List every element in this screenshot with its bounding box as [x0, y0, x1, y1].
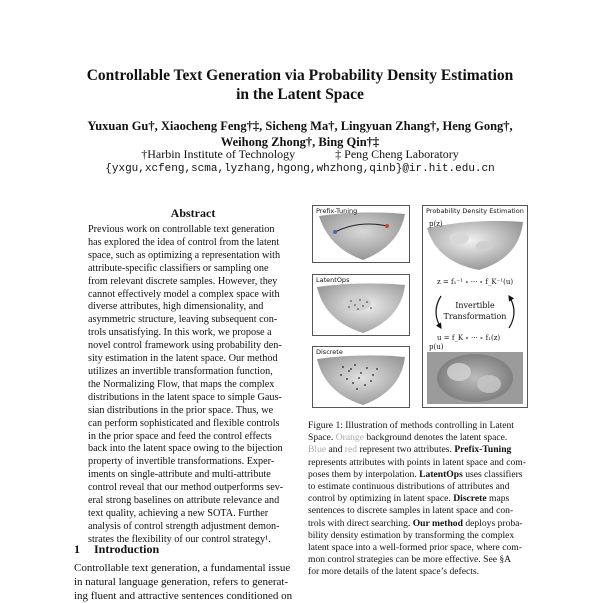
caption-line: for more details of the latent space’s defects. [308, 566, 480, 578]
transformation-label: Transformation [443, 312, 507, 321]
caption-term-latentops: LatentOps [419, 468, 463, 480]
introduction-body [74, 561, 300, 603]
abstract-heading: Abstract [170, 206, 216, 220]
caption-text: maps [489, 493, 510, 505]
section-heading-introduction [74, 542, 159, 557]
caption-term-our-method: Our method [412, 517, 463, 529]
latentops-latent-space [313, 275, 409, 335]
intro-line: in natural language generation, refers to generat- [74, 576, 289, 588]
panel-discrete [312, 346, 410, 408]
caption-line [308, 432, 536, 444]
p-u-label: p(u) [429, 343, 444, 351]
abstract-line: sian distributions in the prior space. Thus, we [88, 404, 274, 416]
inverse-equation: z = f₁⁻¹ ∘ ··· ∘ f_K⁻¹(u) [437, 278, 514, 286]
abstract-line: control reveal that our method outperforms sev- [88, 482, 284, 494]
caption-line [308, 444, 536, 456]
caption-text: uses classifiers [465, 468, 523, 480]
abstract-line: text quality, achieving a new SOTA. Further [88, 507, 269, 519]
abstract-line: distributions in the latent space to simple Gaus- [88, 391, 282, 403]
caption-term-prefix: Prefix-Tuning [454, 444, 512, 456]
affiliation-pcl: ‡ Peng Cheng Laboratory [335, 147, 459, 161]
attribute-cluster [449, 232, 469, 244]
panel-label-prefix: Prefix-Tuning [316, 207, 358, 215]
abstract-line: analysis of control strength adjustment demon- [88, 520, 280, 532]
panel-label-pde: Probability Density Estimation [426, 207, 524, 215]
caption-line: mon control strategies can be more effective. See §A [308, 554, 512, 566]
abstract-line: has explored the idea of control from the latent [88, 236, 280, 248]
abstract-line: asymmetric structure, leaving subsequent con- [88, 314, 278, 326]
caption-text: background denotes the latent space. [366, 432, 508, 444]
abstract-line: novel control framework using probability den- [88, 340, 282, 352]
caption-text: control by optimizing in latent space. [308, 493, 451, 505]
affiliation-hit: †Harbin Institute of Technology [141, 147, 296, 161]
abstract-line: iments on single-attribute and multi-attribute [88, 469, 271, 481]
caption-red-word: red [344, 444, 358, 456]
authors-line-2: Weihong Zhong†, Bing Qin†‡ [220, 135, 380, 149]
caption-line: represents attributes with points in latent space and com- [308, 456, 526, 468]
panel-probability-density-estimation [422, 205, 528, 408]
caption-line: latent space into a well-formed prior space, where com- [308, 542, 522, 554]
abstract-line: Previous work on controllable text generation [88, 224, 275, 235]
abstract-line: can perform sophisticated and flexible controls [88, 417, 280, 429]
caption-blue-word: Blue [308, 444, 327, 456]
up-arrow-icon [509, 296, 514, 328]
caption-line: to estimate continuous distributions of attributes and [308, 481, 510, 493]
pde-diagram [423, 206, 527, 407]
authors-line-1: Yuxuan Gu†, Xiaocheng Feng†‡, Sicheng Ma†, Lingyuan Zhang†, Heng Gong†, [87, 119, 513, 133]
caption-line: Figure 1: Illustration of methods controlling in Latent [308, 420, 514, 431]
invertible-label: Invertible [455, 301, 495, 310]
caption-text: Space. [308, 432, 334, 444]
latent-space-surface [427, 221, 523, 270]
intro-line: Controllable text generation, a fundamental issue [74, 562, 291, 574]
intro-line: ing fluent and attractive sentences conditioned on [74, 590, 293, 602]
gaussian-component [447, 363, 471, 381]
abstract-line: strates the flexibility of our control strategy¹. [88, 533, 271, 545]
abstract-body [88, 224, 302, 547]
section-title: Introduction [94, 542, 160, 556]
affiliations [0, 147, 600, 162]
title-line-2: in the Latent Space [236, 86, 364, 103]
figure-1-caption [308, 420, 536, 579]
abstract-line: back into the latent space owing to the bijection [88, 443, 283, 455]
abstract-line: cannot effectively model a complex space with [88, 288, 280, 300]
figure-1 [308, 202, 528, 410]
abstract-line: from relevant discrete samples. However, they [88, 275, 278, 287]
caption-orange-word: Orange [335, 432, 364, 444]
gaussian-component [477, 375, 501, 393]
red-attribute-point [385, 224, 389, 228]
abstract-line: diverse attributes, high dimensionality, and [88, 301, 264, 313]
caption-line: sentences to discrete samples in latent space and con- [308, 505, 514, 517]
caption-text: and [328, 444, 343, 456]
abstract-line: sity estimation in the latent space. Our method [88, 353, 278, 365]
author-emails: {yxgu,xcfeng,scma,lyzhang,hgong,whzhong,qinb}@ir.hit.edu.cn [105, 163, 495, 175]
caption-line [308, 518, 536, 530]
abstract-line: utilizes an invertible transformation function, [88, 365, 273, 377]
panel-prefix-tuning [312, 205, 410, 263]
caption-term-discrete: Discrete [453, 493, 487, 505]
section-number: 1 [74, 542, 80, 556]
abstract-line: attribute-specific classifiers or sampling one [88, 262, 269, 274]
down-arrow-icon [436, 296, 441, 328]
title-line-1: Controllable Text Generation via Probability Density Estimation [86, 67, 514, 84]
caption-text: represent two attributes. [359, 444, 452, 456]
attribute-cluster [476, 241, 494, 251]
forward-equation: u = f_K ∘ ··· ∘ f₁(z) [437, 334, 501, 342]
caption-text: poses them by interpolation. [308, 468, 417, 480]
attribute-distribution [343, 295, 371, 311]
abstract-line: property of invertible transformations. Exper- [88, 456, 275, 468]
panel-label-latentops: LatentOps [316, 276, 350, 284]
blue-attribute-point [333, 230, 337, 234]
latent-region [319, 212, 405, 260]
paper-title [0, 66, 600, 104]
caption-text: trols with direct searching. [308, 517, 411, 529]
caption-line [308, 493, 536, 505]
abstract-line: trols unsatisfying. In this work, we propose a [88, 327, 272, 339]
abstract-line: in the prior space and feed the control effects [88, 430, 272, 442]
gaussian-prior [437, 354, 513, 402]
caption-line: bility density estimation by transforming the complex [308, 529, 515, 541]
latent-region [317, 355, 405, 405]
caption-text: deploys proba- [465, 517, 523, 529]
author-list [0, 118, 600, 150]
abstract-line: the Normalizing Flow, that maps the complex [88, 378, 275, 390]
p-z-label: p(z) [429, 220, 443, 228]
abstract-line: space, such as optimizing a representation with [88, 249, 281, 261]
panel-latentops [312, 274, 410, 336]
caption-line [308, 469, 536, 481]
discrete-latent-space [313, 347, 409, 407]
panel-label-discrete: Discrete [316, 348, 343, 356]
abstract-line: eral strong baselines on attribute relevance and [88, 495, 280, 507]
